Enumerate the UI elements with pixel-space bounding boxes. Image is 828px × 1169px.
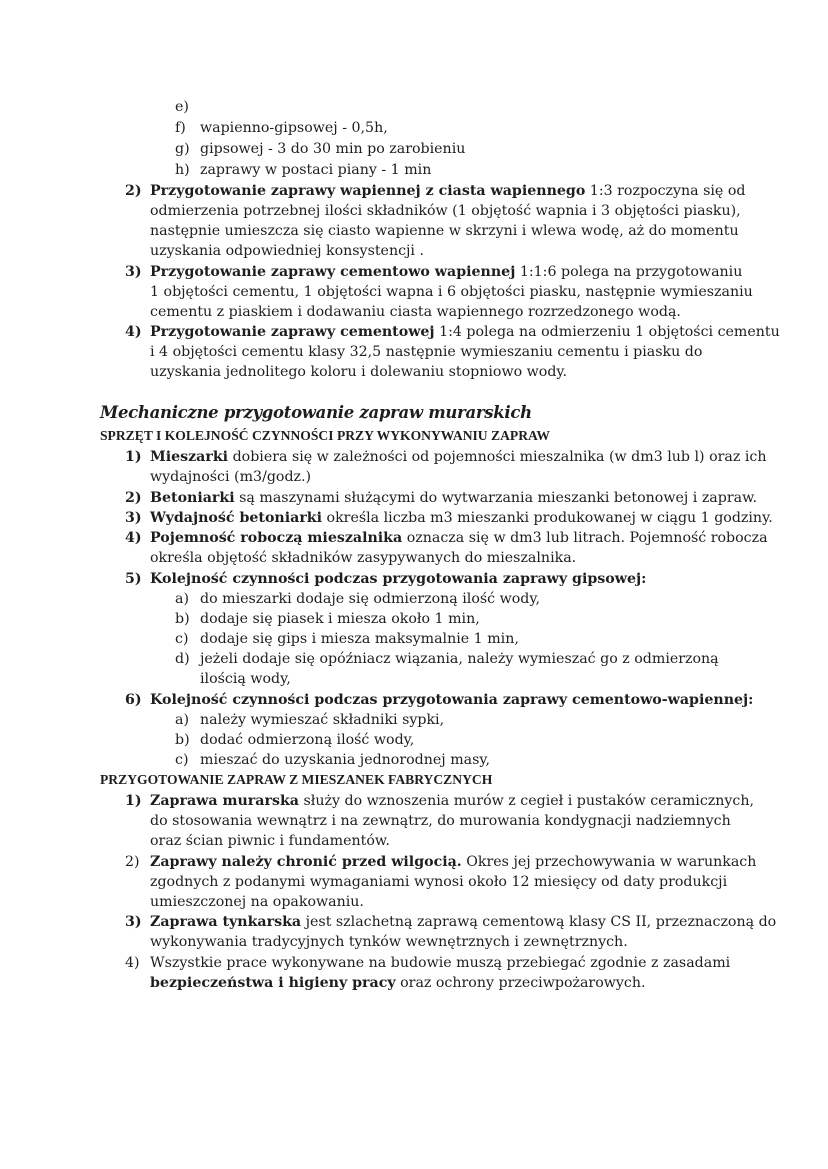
paragraph-line: do stosowania wewnątrz i na zewnątrz, do murowania kondygnacji nadziemnych <box>150 813 731 829</box>
list-item-first-line <box>150 852 756 872</box>
list-item-text: dodaje się gips i miesza maksymalnie 1 min, <box>200 631 519 647</box>
item-text: określa liczba m3 mieszanki produkowanej w ciągu 1 godziny. <box>322 510 773 526</box>
list-item-first-line <box>150 912 776 932</box>
paragraph-line: i 4 objętości cementu klasy 32,5 następnie wymieszaniu cementu i piasku do <box>150 344 703 360</box>
list-item-first-line <box>150 322 780 342</box>
item-text: jest szlachetną zaprawą cementową klasy CS II, przeznaczoną do <box>301 914 777 930</box>
bold-term: Zaprawa tynkarska <box>150 914 302 930</box>
bold-term: Kolejność czynności podczas przygotowania zaprawy gipsowej: <box>150 571 647 587</box>
list-label: f) <box>175 120 186 136</box>
list-item-text: wapienno-gipsowej - 0,5h, <box>200 120 388 136</box>
list-label: b) <box>175 732 190 748</box>
paragraph-line: wydajności (m3/godz.) <box>150 469 312 485</box>
paragraph-line: zgodnych z podanymi wymaganiami wynosi około 12 miesięcy od daty produkcji <box>150 874 728 890</box>
list-item-first-line <box>150 262 742 282</box>
list-item-text: mieszać do uzyskania jednorodnej masy, <box>200 752 491 768</box>
list-label: a) <box>175 591 189 607</box>
bold-term: Pojemność roboczą mieszalnika <box>150 530 403 546</box>
paragraph-line: umieszczonej na opakowaniu. <box>150 894 364 910</box>
subheading-equipment: SPRZĘT I KOLEJNOŚĆ CZYNNOŚCI PRZY WYKONYWANIU ZAPRAW <box>100 428 550 443</box>
list-item-first-line: Wszystkie prace wykonywane na budowie muszą przebiegać zgodnie z zasadami <box>150 955 731 971</box>
list-number: 1) <box>125 793 142 809</box>
item-text: Okres jej przechowywania w warunkach <box>461 854 757 870</box>
bold-term: Mieszarki <box>150 449 229 465</box>
list-item-first-line <box>150 569 646 589</box>
list-item-first-line <box>150 181 745 201</box>
paragraph-line: oraz ścian piwnic i fundamentów. <box>150 833 390 849</box>
paragraph-line: określa objętość składników zasypywanych do mieszalnika. <box>150 550 577 566</box>
section-title: Mechaniczne przygotowanie zapraw murarskich <box>100 403 532 422</box>
paragraph-line: uzyskania jednolitego koloru i dolewaniu stopniowo wody. <box>150 364 568 380</box>
paragraph-line: uzyskania odpowiedniej konsystencji . <box>150 243 424 259</box>
bold-term: Przygotowanie zaprawy cementowej <box>150 324 435 340</box>
item-text: 1:4 polega na odmierzeniu 1 objętości cementu <box>434 324 780 340</box>
list-item-first-line <box>150 447 766 467</box>
list-item-text: należy wymieszać składniki sypki, <box>200 712 445 728</box>
list-number: 3) <box>125 914 142 930</box>
item-text: dobiera się w zależności od pojemności mieszalnika (w dm3 lub l) oraz ich <box>228 449 767 465</box>
list-item-text: dodaje się piasek i miesza około 1 min, <box>200 611 480 627</box>
bold-term: bezpieczeństwa i higieny pracy <box>150 975 396 991</box>
paragraph-line: 1 objętości cementu, 1 objętości wapna i 6 objętości piasku, następnie wymieszaniu <box>150 284 753 300</box>
subheading-factory: PRZYGOTOWANIE ZAPRAW Z MIESZANEK FABRYCZNYCH <box>100 772 493 787</box>
list-number: 2) <box>125 183 142 199</box>
bold-term: Zaprawa murarska <box>150 793 299 809</box>
item-text: 1:3 rozpoczyna się od <box>585 183 746 199</box>
bold-term: Betoniarki <box>150 490 235 506</box>
paragraph-line: następnie umieszcza się ciasto wapienne w skrzyni i wlewa wodę, aż do momentu <box>150 223 739 239</box>
list-number: 4) <box>125 955 140 971</box>
list-number: 6) <box>125 692 142 708</box>
list-label: e) <box>175 99 189 115</box>
list-label: c) <box>175 752 189 768</box>
list-label: h) <box>175 162 190 178</box>
paragraph-line: wykonywania tradycyjnych tynków wewnętrznych i zewnętrznych. <box>150 934 628 950</box>
list-item-text: gipsowej - 3 do 30 min po zarobieniu <box>200 141 466 157</box>
list-item-text: zaprawy w postaci piany - 1 min <box>200 162 432 178</box>
list-item-text: dodać odmierzoną ilość wody, <box>200 732 415 748</box>
item-text: oraz ochrony przeciwpożarowych. <box>395 975 646 991</box>
paragraph-line: odmierzenia potrzebnej ilości składników (1 objętość wapnia i 3 objętości piasku), <box>150 203 741 219</box>
list-number: 1) <box>125 449 142 465</box>
list-number: 4) <box>125 530 142 546</box>
list-item-first-line: Kolejność czynności podczas przygotowania zaprawy cementowo-wapiennej: <box>150 692 754 708</box>
list-number: 5) <box>125 571 142 587</box>
item-text: służy do wznoszenia murów z cegieł i pustaków ceramicznych, <box>298 793 754 809</box>
list-item-first-line <box>150 508 773 528</box>
list-label: b) <box>175 611 190 627</box>
list-number: 3) <box>125 264 142 280</box>
list-item-text: ilością wody, <box>200 671 291 687</box>
bold-term: Przygotowanie zaprawy wapiennej z ciasta wapiennego <box>150 183 586 199</box>
list-number: 2) <box>125 490 142 506</box>
item-text: oznacza się w dm3 lub litrach. Pojemność robocza <box>402 530 768 546</box>
paragraph-line: cementu z piaskiem i dodawaniu ciasta wapiennego rozrzedzonego wodą. <box>150 304 681 320</box>
list-label: d) <box>175 651 190 667</box>
list-item-text: do mieszarki dodaje się odmierzoną ilość wody, <box>200 591 541 607</box>
paragraph-line <box>150 973 646 993</box>
list-number: 4) <box>125 324 142 340</box>
list-item-first-line <box>150 791 754 811</box>
list-label: c) <box>175 631 189 647</box>
list-item-first-line <box>150 528 768 548</box>
list-number: 2) <box>125 854 140 870</box>
bold-term: Zaprawy należy chronić przed wilgocią. <box>150 854 462 870</box>
bold-term: Wydajność betoniarki <box>150 510 323 526</box>
list-number: 3) <box>125 510 142 526</box>
list-label: g) <box>175 141 190 157</box>
list-item-first-line <box>150 488 757 508</box>
list-item-text: jeżeli dodaje się opóźniacz wiązania, należy wymieszać go z odmierzoną <box>200 651 719 667</box>
bold-term: Przygotowanie zaprawy cementowo wapiennej <box>150 264 516 280</box>
item-text: 1:1:6 polega na przygotowaniu <box>515 264 743 280</box>
item-text: są maszynami służącymi do wytwarzania mieszanki betonowej i zapraw. <box>234 490 758 506</box>
list-label: a) <box>175 712 189 728</box>
